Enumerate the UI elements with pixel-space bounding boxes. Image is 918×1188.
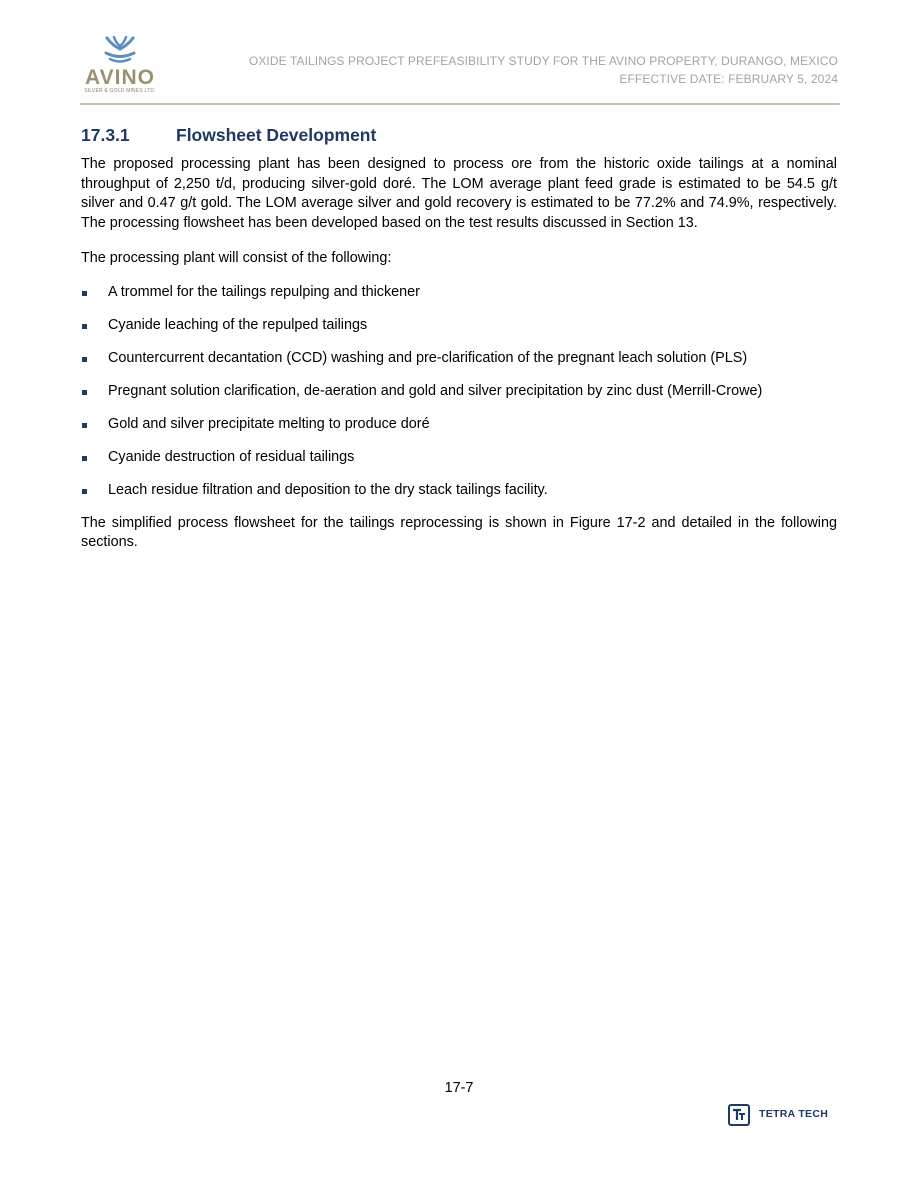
header-rule — [80, 103, 840, 105]
list-item — [81, 283, 837, 303]
bullet-icon — [82, 489, 87, 494]
section-title: Flowsheet Development — [176, 125, 377, 145]
header-line-title: OXIDE TAILINGS PROJECT PREFEASIBILITY STUDY FOR THE AVINO PROPERTY, DURANGO, MEXICO — [248, 54, 838, 68]
list-item-text: Leach residue filtration and deposition to the dry stack tailings facility. — [108, 481, 548, 498]
avino-logo — [80, 36, 160, 98]
tetra-tech-name: TETRA TECH — [759, 1108, 829, 1120]
header-text — [249, 52, 838, 88]
list-item-text: Cyanide leaching of the repulped tailings — [108, 316, 368, 333]
process-list — [81, 283, 837, 501]
bullet-icon — [82, 324, 87, 329]
bullet-icon — [82, 390, 87, 395]
list-item — [81, 382, 837, 402]
bullet-icon — [82, 291, 87, 296]
list-item — [81, 415, 837, 435]
list-item-text: A trommel for the tailings repulping and thickener — [108, 283, 420, 300]
section-heading — [81, 124, 837, 146]
list-item-text: Pregnant solution clarification, de-aeration and gold and silver precipitation by zinc dust (Merrill-Crowe) — [108, 382, 763, 399]
header-line-date: EFFECTIVE DATE: FEBRUARY 5, 2024 — [619, 72, 838, 86]
logo-subtitle: SILVER & GOLD MINES LTD. — [84, 88, 156, 94]
list-item-text: Countercurrent decantation (CCD) washing and pre-clarification of the pregnant leach solution (PLS) — [108, 349, 748, 366]
list-item-text: Cyanide destruction of residual tailings — [108, 448, 355, 465]
list-item — [81, 349, 837, 369]
list-item — [81, 316, 837, 336]
page-content — [81, 124, 837, 553]
avino-emblem-icon — [103, 36, 137, 66]
logo-name: AVINO — [85, 66, 155, 89]
intro-paragraph: The proposed processing plant has been designed to process ore from the historic oxide tailings at a nominal throughput of 2,250 t/d, producing silver-gold doré. The LOM average plant feed grade is estimated to be 54.5 g/t silver and 0.47 g/t gold. The LOM average silver and gold recovery is estimated to be 77.2% and 74.9%, respectively. The processing flowsheet has been developed based on the test results discussed in Section 13. — [81, 156, 837, 231]
list-intro-paragraph: The processing plant will consist of the following: — [81, 250, 392, 266]
section-number: 17.3.1 — [81, 125, 130, 145]
tetra-tech-logo-icon — [728, 1104, 750, 1126]
list-item-text: Gold and silver precipitate melting to produce doré — [108, 415, 430, 432]
page-number: 17-7 — [444, 1080, 474, 1096]
list-item — [81, 481, 837, 501]
closing-paragraph: The simplified process flowsheet for the tailings reprocessing is shown in Figure 17-2 and detailed in the following sections. — [81, 514, 837, 550]
list-item — [81, 448, 837, 468]
page-header — [0, 0, 918, 110]
bullet-icon — [82, 456, 87, 461]
tetra-tech-logo — [728, 1104, 838, 1132]
bullet-icon — [82, 423, 87, 428]
bullet-icon — [82, 357, 87, 362]
